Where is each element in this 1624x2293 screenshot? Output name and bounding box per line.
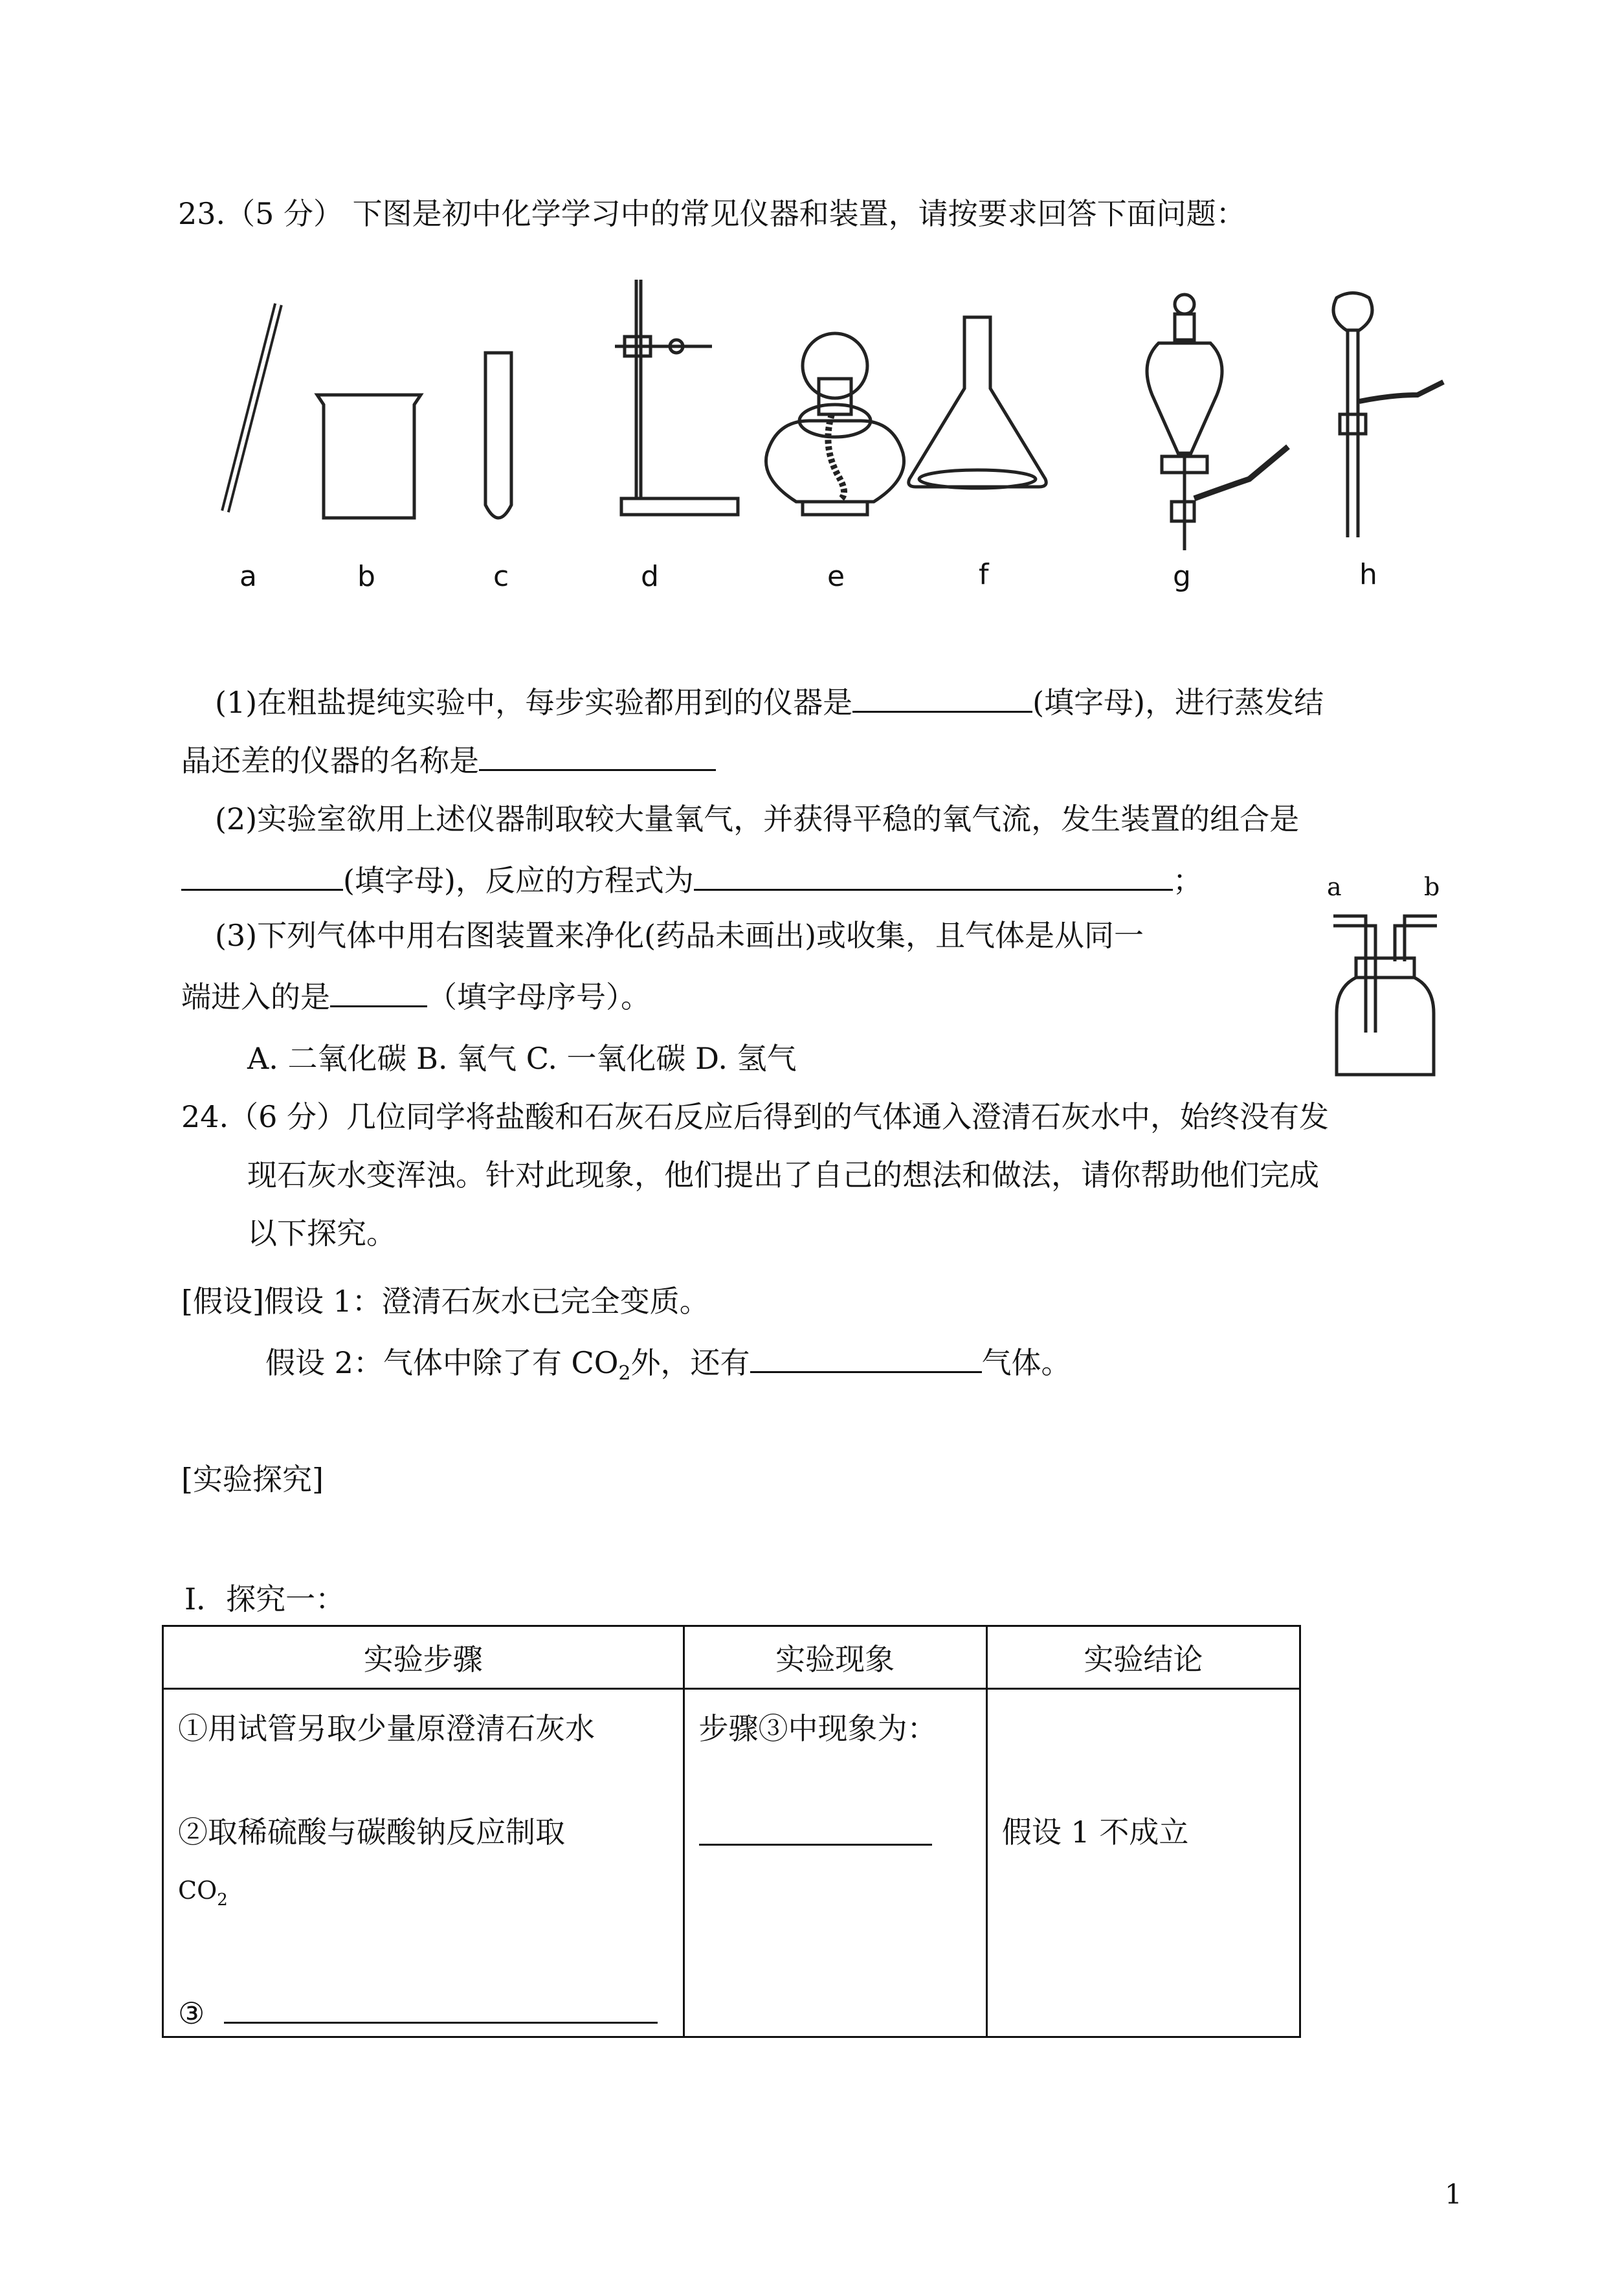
page-number: 1 [1445,2178,1462,2210]
q23-options: A. 二氧化碳 B. 氧气 C. 一氧化碳 D. 氢气 [247,1041,797,1076]
test-tube-icon [485,353,511,518]
conclusion-text: 假设 1 不成立 [1001,1815,1189,1850]
label-c: c [493,560,509,593]
answer-blank-3[interactable] [181,858,343,891]
q23-part3-line1: (3)下列气体中用右图装置来净化(药品未画出)或收集，且气体是从同一 [215,918,1144,953]
header-conclusion: 实验结论 [986,1626,1300,1689]
answer-blank-8[interactable] [699,1813,932,1846]
apparatus-illustration [181,272,1463,609]
answer-blank-4[interactable] [694,858,1173,891]
alcohol-lamp-icon [766,333,904,515]
q24-intro-1: 24.（6 分）几位同学将盐酸和石灰石反应后得到的气体通入澄清石灰水中，始终没有发 [181,1099,1329,1134]
q24-experiment-heading: [实验探究] [181,1462,324,1497]
long-neck-funnel-icon [1333,293,1443,538]
q23-part2-line1: (2)实验室欲用上述仪器制取较大量氧气，并获得平稳的氧气流，发生装置的组合是 [215,801,1300,836]
header-steps: 实验步骤 [163,1626,684,1689]
answer-blank-1[interactable] [852,680,1032,713]
glass-rod-icon [225,304,278,511]
table-row [163,1689,1300,2037]
step-1: ①用试管另取少量原澄清石灰水 [178,1711,595,1746]
cell-steps [163,1689,684,2037]
answer-blank-6[interactable] [750,1340,982,1373]
q24-intro-2: 现石灰水变浑浊。针对此现象，他们提出了自己的想法和做法，请你帮助他们完成 [247,1158,1319,1192]
label-b: b [357,560,375,593]
label-h: h [1359,558,1377,591]
bottle-label-a: a [1327,873,1342,901]
label-d: d [641,560,659,593]
iron-stand-icon [615,280,738,515]
step-2: ②取稀硫酸与碳酸钠反应制取 [178,1815,565,1850]
q23-part1-line1: (1)在粗盐提纯实验中，每步实验都用到的仪器是 (填字母)，进行蒸发结 [215,680,1324,722]
answer-blank-2[interactable] [479,738,716,771]
q23-part1-line2: 晶还差的仪器的名称是 [181,738,716,780]
experiment-table [162,1625,1301,2038]
q23-intro: 23.（5 分） 下图是初中化学学习中的常见仪器和装置，请按要求回答下面问题： [178,196,1246,231]
q24-part1-heading: Ⅰ．探究一： [184,1582,346,1616]
header-phenomenon: 实验现象 [684,1626,986,1689]
phenomenon-text: 步骤③中现象为： [698,1711,937,1746]
step-3: ③ [178,1991,669,2033]
label-a: a [239,560,257,593]
cell-phenomenon [684,1689,986,2037]
label-f: f [979,558,989,591]
label-e: e [827,560,845,593]
step-2-co2: $CO_2$ [178,1876,228,1910]
answer-blank-7[interactable] [224,1991,658,2024]
q24-intro-3: 以下探究。 [247,1216,396,1251]
beaker-icon [317,395,421,518]
answer-blank-5[interactable] [330,974,427,1007]
label-g: g [1173,560,1191,593]
q23-part2-line2: (填字母)，反应的方程式为 ； [181,858,1203,900]
table-header-row [163,1626,1300,1689]
q23-part3-line2: 端进入的是 （填字母序号）。 [181,974,651,1016]
conical-flask-icon [909,317,1047,488]
q24-hypothesis-1: [假设]假设 1：澄清石灰水已完全变质。 [181,1284,709,1319]
cell-conclusion [986,1689,1300,2037]
gas-bottle-icon [1320,903,1450,1084]
q24-hypothesis-2: 假设 2：气体中除了有 $CO_2$外，还有 气体。 [265,1340,1071,1393]
separatory-funnel-icon [1147,295,1288,550]
bottle-label-b: b [1424,873,1440,901]
